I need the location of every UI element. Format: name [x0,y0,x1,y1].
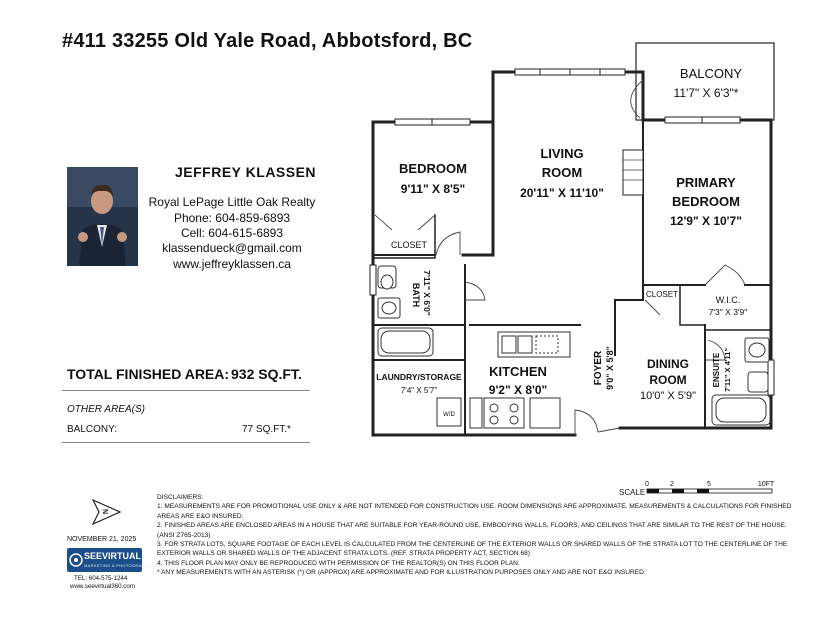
dining-room-label-2: ROOM [649,373,687,387]
other-areas-label: OTHER AREA(S) [67,404,145,415]
disclaimer-item: 1. MEASUREMENTS ARE FOR PROMOTIONAL USE ONLY & ARE NOT INTENDED FOR CONSTRUCTION USE. ROOM DIMENSIONS ARE APPROXIMATE. MEASUREMENTS & CALCULATIONS FOR FINISHED AREAS ARE E&O INSURED. [157,503,792,520]
balcony-label: BALCONY [679,66,743,81]
interior-wall [643,275,705,285]
bath-door-swing [465,282,485,300]
disclaimer-item: * ANY MEASUREMENTS WITH AN ASTERISK (*) OR (APPROX) ARE APPROXIMATE AND FOR ILLUSTRATION PURPOSES ONLY AND ARE NOT E&O INSURED. [157,569,646,577]
closet-door-swing [375,215,435,230]
bedroom-label: BEDROOM [399,161,467,176]
bedroom-dims: 9'11" X 8'5" [400,182,466,196]
primary-closet-label: CLOSET [645,290,679,299]
balcony-dims: 11'7" X 6'3"* [673,86,739,100]
closet-door-swing [645,300,660,315]
living-room-label: LIVING [540,146,584,161]
agent-company: Royal LePage Little Oak Realty [148,195,316,209]
balcony-door-swing [631,80,643,118]
wic-dims: 7'3" X 3'9" [708,307,748,317]
disclaimer-item: 2. FINISHED AREAS ARE ENCLOSED AREAS IN A HOUSE THAT ARE SUITABLE FOR YEAR-ROUND USE, EMBODYING WALLS, FLOORS, AND CEILINGS THAT ARE SIMILAR TO THE REST OF THE HOUSE. (ANSI Z765-2013) [157,522,787,539]
logo-mark-icon [67,548,83,572]
brand-website: www.seevirtual360.com [70,583,135,590]
north-label: N [101,509,108,515]
scale-tick-0: 0 [645,481,649,488]
scale-tick-5: 5 [707,481,711,488]
scale-label: SCALE [619,488,646,497]
scale-tick-2: 2 [670,481,674,488]
agent-name: JEFFREY KLASSEN [175,164,317,180]
disclaimers [157,493,797,578]
foyer-label: FOYER [593,350,604,386]
foyer-dims: 9'0" X 5'8" [605,346,615,390]
bedroom-door-swing [436,232,460,255]
interior-wall [615,285,643,355]
disclaimer-item: 3. FOR STRATA LOTS, SQUARE FOOTAGE OF EACH LEVEL IS CALCULATED FROM THE CENTERLINE OF THE EXTERIOR WALLS OR SHARED WALLS OF THE STRATA LOT TO THE CENTERLINE OF THE EXTERIOR WALLS OR SHARED WALLS OF THE ADJACENT STRATA LOTS. (REF. STRATA PROPERTY ACT, SECTION 68) [157,541,788,558]
ensuite-dims: 7'11" X 4'11" [723,347,732,393]
balcony-area-value: 77 SQ.FT.* [242,424,291,435]
bedroom-closet-label: CLOSET [390,240,428,250]
exterior-wall [463,72,493,255]
window [370,265,376,295]
entry-door [598,428,620,432]
ensuite-toilet [748,372,768,392]
wic-label: W.I.C. [715,295,741,305]
primary-bedroom-dims: 12'9" X 10'7" [670,214,742,228]
bath-dims: 7'11" X 6'0" [422,270,432,316]
living-room-label-2: ROOM [541,165,583,180]
disclaimer-item: 4. THIS FLOOR PLAN MAY ONLY BE REPRODUCED WITH PERMISSION OF THE REALTOR(S) ON THIS FLOOR PLAN. [157,559,520,567]
entry-door-swing [575,410,598,435]
brand-phone: TEL: 604-575-1244 [74,575,128,582]
kitchen-label: KITCHEN [489,364,547,379]
primary-bedroom-label: PRIMARY [676,175,736,190]
kitchen-dims: 9'2" X 8'0" [488,383,548,397]
agent-website: www.jeffreyklassen.ca [173,257,291,271]
page-title: #411 33255 Old Yale Road, Abbotsford, BC [62,30,473,52]
ensuite-label: ENSUITE [712,352,721,388]
bath-label: BATH [411,282,421,308]
brand-subtitle: MARKETING & PHOTOGRAPHY [84,563,151,568]
closet-wall [680,285,705,325]
agent-cell: Cell: 604-615-6893 [180,226,284,240]
laundry-dims: 7'4" X 5'7" [400,386,438,395]
balcony-area-label: BALCONY: [67,424,118,435]
interior-wall [435,325,465,360]
north-arrow-icon [93,500,120,524]
washer-dryer-label: W/D [443,412,455,418]
agent-phone: Phone: 604-859-6893 [173,211,291,225]
total-area-value: 932 SQ.FT. [231,366,302,382]
window [768,360,774,395]
balcony-outline [636,43,774,120]
stove [484,398,524,428]
living-room-dims: 20'11" X 11'10" [520,186,604,200]
dining-room-label: DINING [647,357,689,371]
scale-tick-10: 10FT [757,481,775,488]
primary-bedroom-label-2: BEDROOM [672,194,740,209]
fridge [530,398,560,428]
total-area-label: TOTAL FINISHED AREA: [67,366,230,382]
plan-date: NOVEMBER 21, 2025 [67,536,137,543]
disclaimer-heading: DISCLAIMERS: [157,494,204,501]
fireplace [623,150,643,195]
wic-door-swing [705,265,745,285]
laundry-label: LAUNDRY/STORAGE [376,372,462,382]
agent-email: klassendueck@gmail.com [162,241,302,255]
dining-room-dims: 10'0" X 5'9" [639,390,697,402]
brand-name: SEEVIRTUAL [84,551,142,561]
